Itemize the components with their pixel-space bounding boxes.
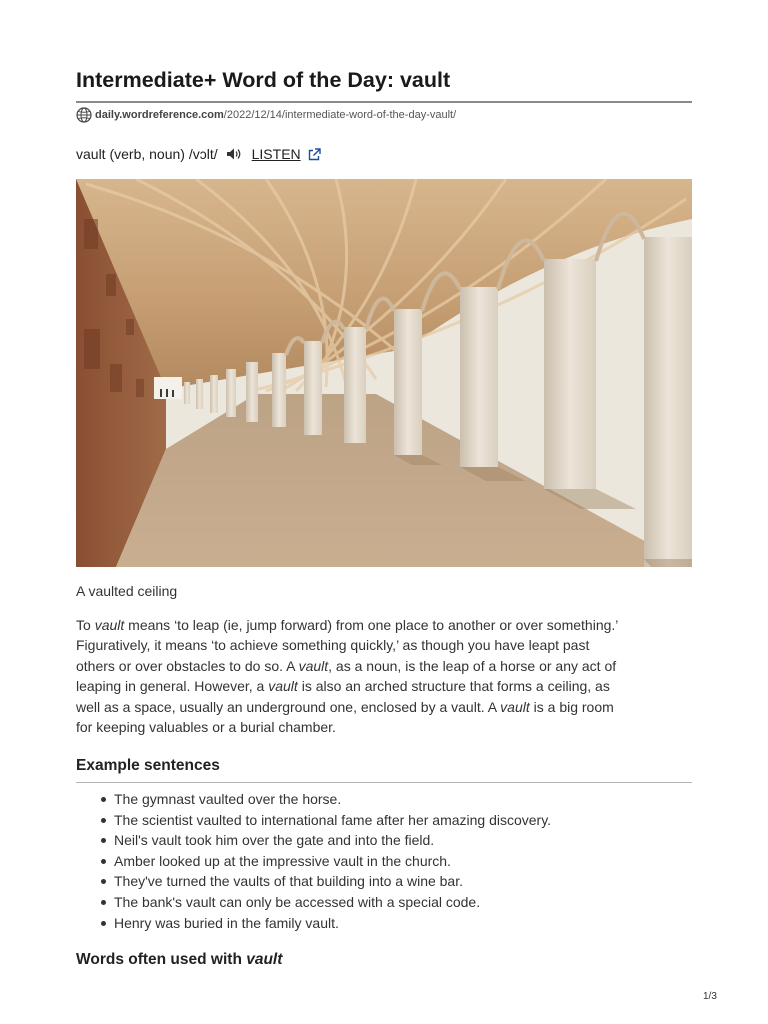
definition-line — [76, 697, 692, 717]
text-segment: means ‘to leap (ie, jump forward) from one place to another or over something.’ — [124, 617, 619, 633]
example-sentence: Henry was buried in the family vault. — [76, 913, 692, 934]
definition-line — [76, 656, 692, 676]
emphasized-word: vault — [298, 657, 329, 674]
vaulted-arcade-photo — [76, 179, 692, 567]
example-sentence: Amber looked up at the impressive vault in the church. — [76, 851, 692, 872]
example-sentence: Neil's vault took him over the gate and into the field. — [76, 830, 692, 851]
listen-link[interactable]: LISTEN — [251, 146, 301, 162]
text-segment: others or over obstacles to do so. A — [76, 657, 299, 674]
definition-line — [76, 615, 692, 635]
example-sentences-list — [76, 789, 692, 933]
definition-line — [76, 717, 692, 737]
text-segment: Figuratively, it means ‘to achieve something quickly,’ as though you have leapt past — [76, 637, 590, 654]
emphasized-word: vault — [268, 678, 298, 695]
image-caption: A vaulted ceiling — [76, 583, 178, 599]
source-domain[interactable]: daily.wordreference.com — [95, 109, 224, 121]
speaker-icon[interactable] — [226, 147, 242, 161]
words-heading-word: vault — [246, 951, 283, 968]
example-sentence: The scientist vaulted to international fame after her amazing discovery. — [76, 810, 692, 831]
words-often-used-heading — [76, 949, 282, 971]
source-url[interactable] — [76, 106, 456, 124]
globe-icon — [76, 107, 92, 123]
definition-line — [76, 635, 692, 655]
definition-paragraph — [76, 615, 692, 737]
example-sentence: They've turned the vaults of that building into a wine bar. — [76, 871, 692, 892]
emphasized-word: vault — [94, 617, 125, 633]
external-link-icon[interactable] — [308, 148, 321, 161]
text-segment: leaping in general. However, a — [76, 678, 269, 695]
title-divider — [76, 101, 692, 103]
example-sentence: The bank's vault can only be accessed with a special code. — [76, 892, 692, 913]
pronunciation-text: vault (verb, noun) /vɔlt/ — [76, 146, 218, 162]
example-sentences-heading: Example sentences — [76, 757, 220, 774]
text-segment: is also an arched structure that forms a ceiling, as — [297, 678, 610, 695]
page-number: 1/3 — [703, 991, 717, 1002]
section-divider — [76, 782, 692, 783]
text-segment: well as a space, usually an underground one, enclosed by a vault. A — [76, 698, 501, 715]
words-heading-prefix: Words often used with — [76, 951, 247, 968]
example-sentence: The gymnast vaulted over the horse. — [76, 789, 692, 810]
page-title: Intermediate+ Word of the Day: vault — [76, 68, 451, 92]
emphasized-word: vault — [500, 698, 530, 715]
text-segment: , as a noun, is the leap of a horse or any act of — [328, 657, 617, 674]
source-path[interactable]: /2022/12/14/intermediate-word-of-the-day-vault/ — [223, 109, 457, 121]
text-segment: is a big room — [529, 698, 614, 715]
text-segment: To — [76, 617, 95, 633]
text-segment: for keeping valuables or a burial chamber. — [76, 719, 336, 736]
pronunciation-line — [76, 143, 321, 165]
definition-line — [76, 676, 692, 696]
